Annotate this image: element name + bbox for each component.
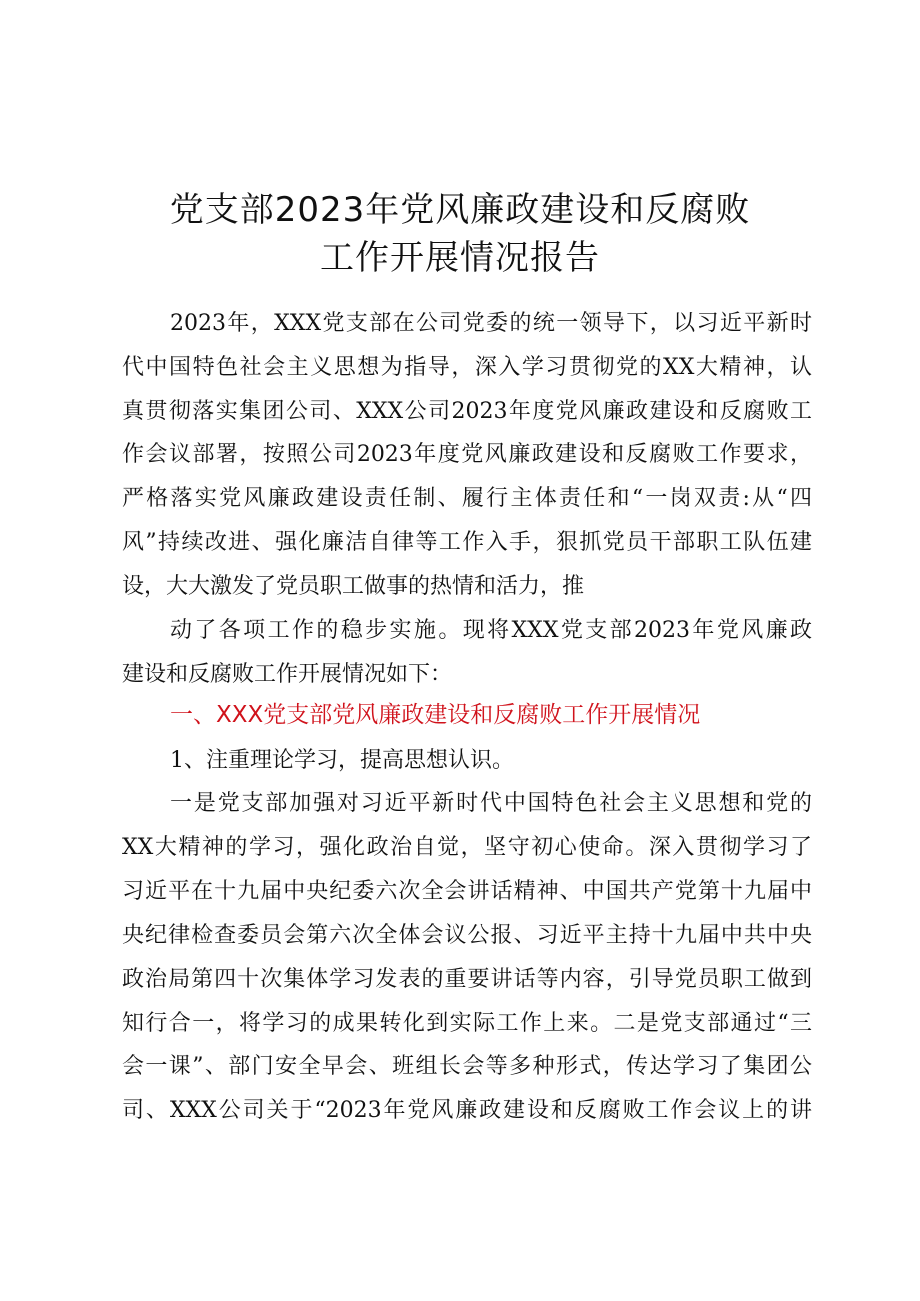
paragraph3-line: 司、XXX公司关于“2023年党风廉政建设和反腐败工作会议上的讲 bbox=[122, 1098, 812, 1123]
paragraph1-line: 设，大大激发了党员职工做事的热情和活力，推 bbox=[122, 574, 585, 599]
paragraph1-line: 作会议部署，按照公司2023年度党风廉政建设和反腐败工作要求， bbox=[122, 442, 812, 467]
paragraph3-line: 一是党支部加强对习近平新时代中国特色社会主义思想和党的 bbox=[170, 791, 812, 816]
paragraph1-line: 2023年，XXX党支部在公司党委的统一领导下，以习近平新时 bbox=[170, 311, 812, 336]
paragraph3-line: 习近平在十九届中央纪委六次全会讲话精神、中国共产党第十九届中 bbox=[122, 879, 812, 904]
section-heading: 一、XXX党支部党风廉政建设和反腐败工作开展情况 bbox=[170, 702, 701, 728]
paragraph1-line: 风”持续改进、强化廉洁自律等工作入手，狠抓党员干部职工队伍建 bbox=[122, 530, 812, 555]
paragraph3-line: 会一课”、部门安全早会、班组长会等多种形式，传达学习了集团公 bbox=[122, 1054, 812, 1079]
document-title-line2: 工作开展情况报告 bbox=[320, 238, 600, 278]
paragraph1-line: 代中国特色社会主义思想为指导，深入学习贯彻党的XX大精神，认 bbox=[122, 355, 812, 380]
paragraph2-line: 动了各项工作的稳步实施。现将XXX党支部2023年党风廉政 bbox=[170, 618, 812, 643]
paragraph3-line: XX大精神的学习，强化政治自觉，坚守初心使命。深入贯彻学习了 bbox=[122, 835, 812, 860]
paragraph1-line: 真贯彻落实集团公司、XXX公司2023年度党风廉政建设和反腐败工 bbox=[122, 399, 812, 424]
paragraph1-line: 严格落实党风廉政建设责任制、履行主体责任和“一岗双责:从“四 bbox=[122, 486, 812, 511]
paragraph3-line: 知行合一，将学习的成果转化到实际工作上来。二是党支部通过“三 bbox=[122, 1011, 812, 1036]
paragraph3-line: 央纪律检查委员会第六次全体会议公报、习近平主持十九届中共中央 bbox=[122, 923, 812, 948]
document-title-line1: 党支部2023年党风廉政建设和反腐败 bbox=[169, 190, 751, 230]
subheading: 1、注重理论学习，提高思想认识。 bbox=[170, 748, 514, 773]
paragraph3-line: 政治局第四十次集体学习发表的重要讲话等内容，引导党员职工做到 bbox=[122, 967, 812, 992]
paragraph2-line: 建设和反腐败工作开展情况如下： bbox=[122, 662, 453, 687]
